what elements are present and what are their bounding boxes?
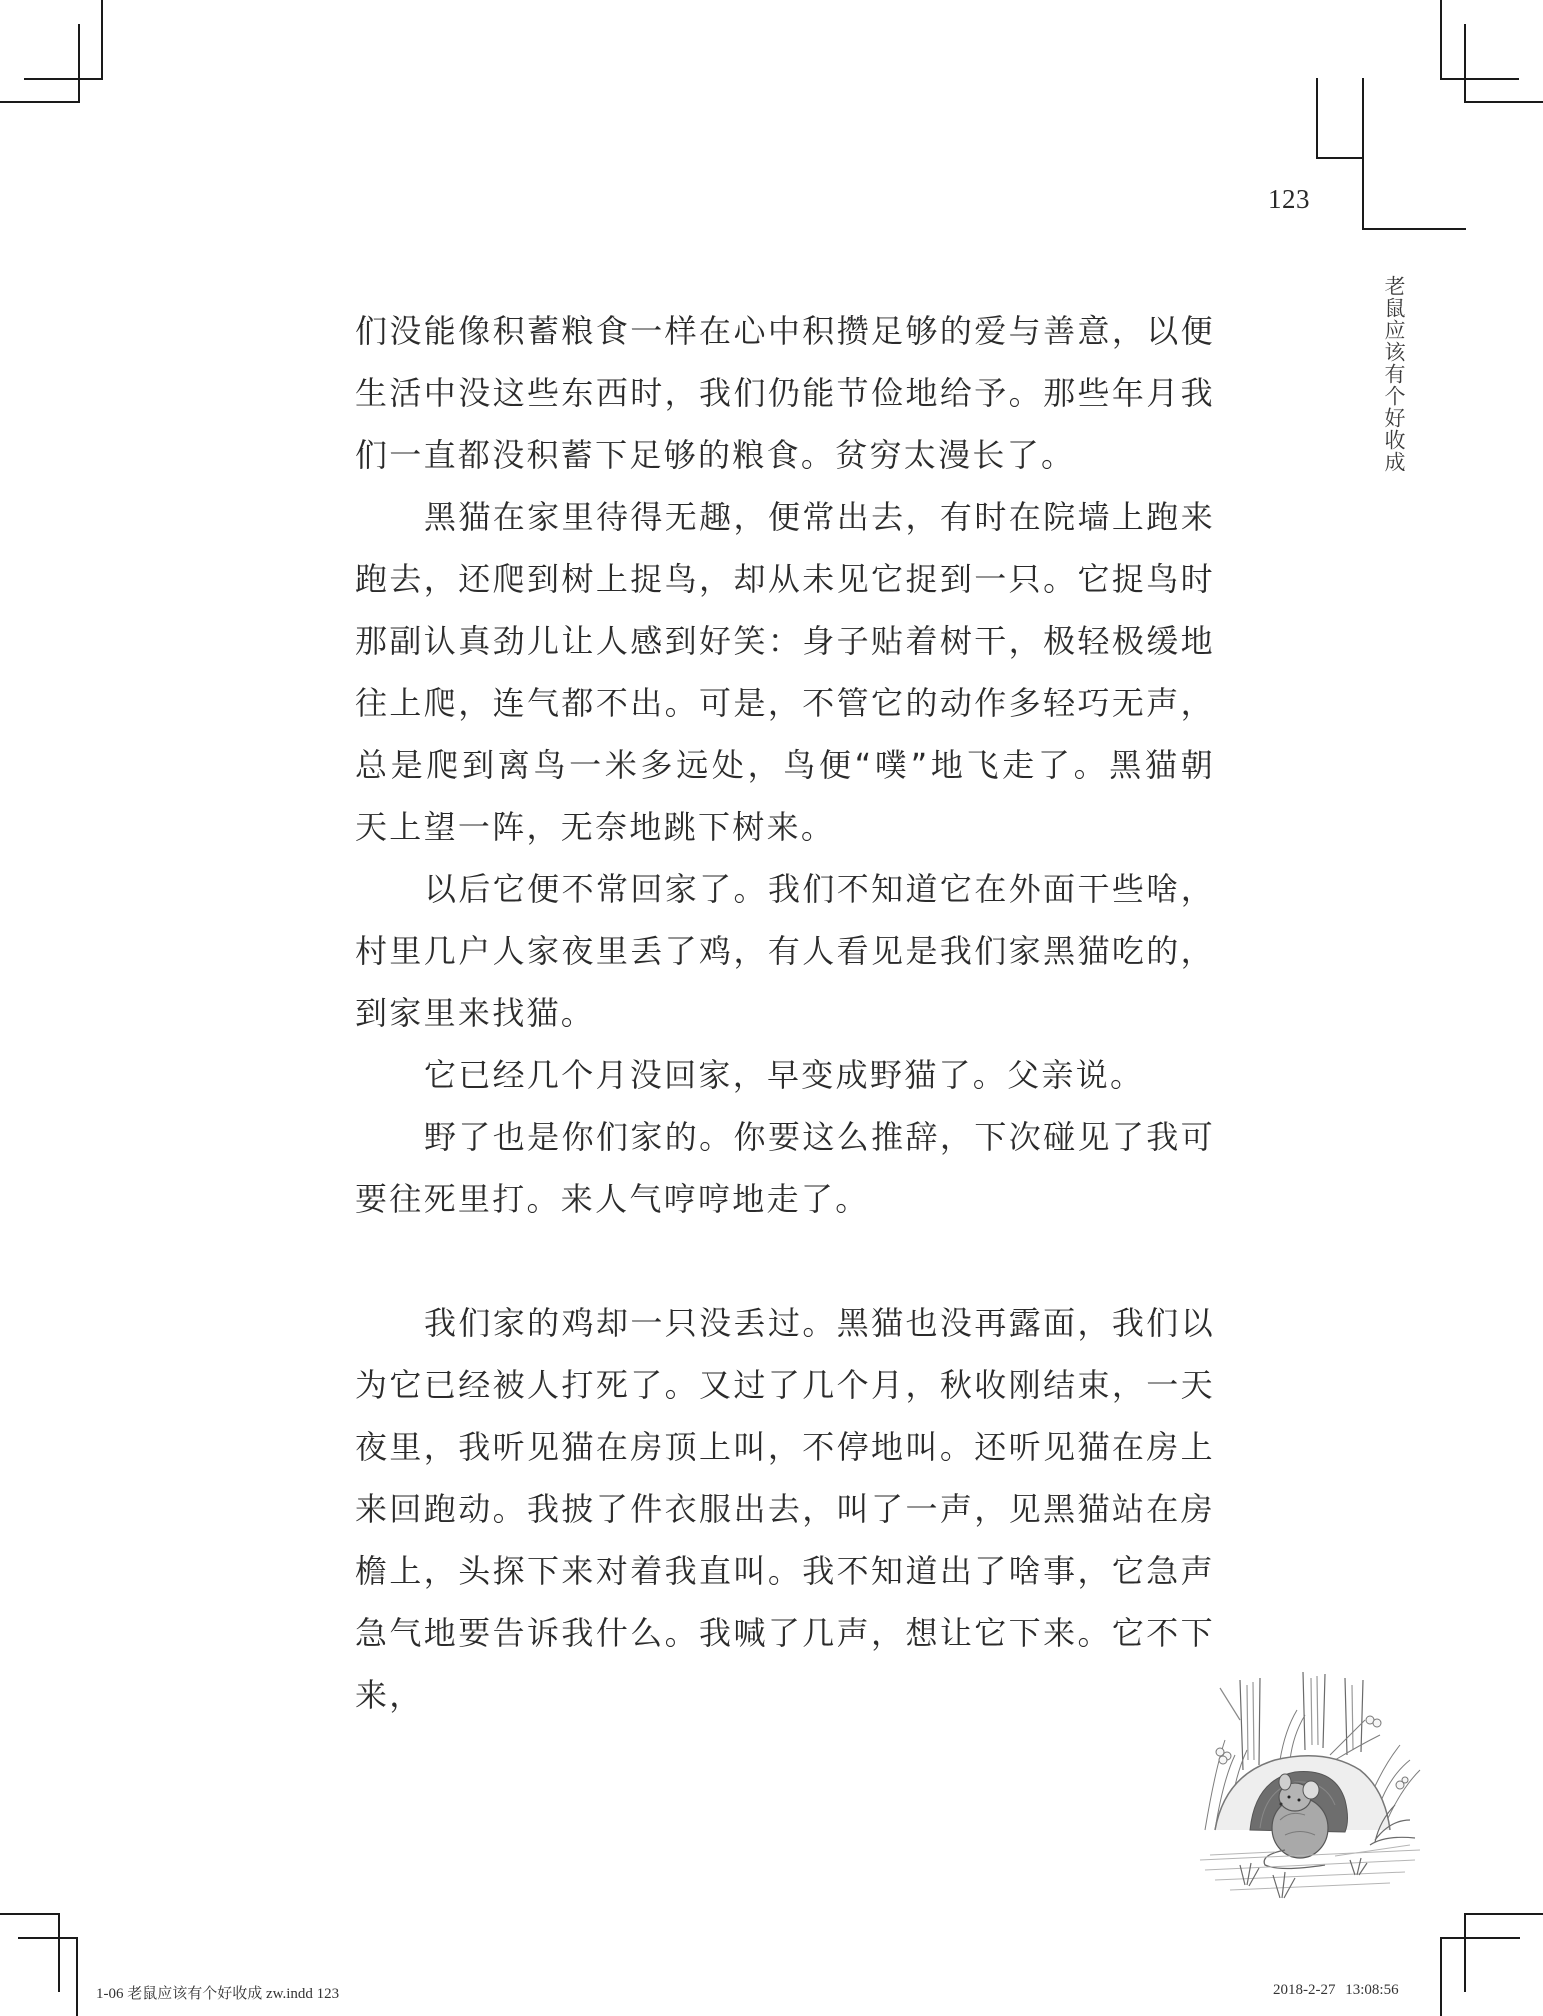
crop-line <box>1464 101 1543 103</box>
crop-line <box>58 1913 60 1992</box>
ornament-line <box>1362 78 1364 230</box>
crop-line <box>1440 0 1442 79</box>
paragraph: 以后它便不常回家了。我们不知道它在外面干些啥，村里几户人家夜里丢了鸡，有人看见是我们家黑猫吃的，到家里来找猫。 <box>355 870 1215 1032</box>
crop-line <box>18 1937 78 1939</box>
paragraph: 我们家的鸡却一只没丢过。黑猫也没再露面，我们以为它已经被人打死了。又过了几个月，秋收刚结束，一天夜里，我听见猫在房顶上叫，不停地叫。还听见猫在房上来回跑动。我披了件衣服出去，叫了一声，见黑猫站在房檐上，头探下来对着我直叫。我不知道出了啥事，它急声急气地要告诉我什么。我喊了几声，想让它下来。它不下来， <box>355 1304 1215 1714</box>
crop-line <box>78 24 80 103</box>
page-number: 123 <box>1268 184 1310 214</box>
crop-line <box>76 1937 78 2016</box>
ornament-line <box>1362 228 1466 230</box>
crop-line <box>101 0 103 79</box>
crop-line <box>1440 78 1519 80</box>
crop-line <box>24 78 103 80</box>
crop-line <box>1464 1913 1543 1915</box>
crop-line <box>1464 24 1466 103</box>
ornament-line <box>1316 157 1363 159</box>
illustration-sketch <box>1185 1660 1435 1910</box>
print-slug-filename: 1-06 老鼠应该有个好收成 zw.indd 123 <box>96 1986 340 2002</box>
print-slug-timestamp: 2018-2-27 13:08:56 <box>1273 1982 1399 1998</box>
mouse-burrow-illustration <box>1185 1660 1435 1910</box>
paragraph: 黑猫在家里待得无趣，便常出去，有时在院墙上跑来跑去，还爬到树上捉鸟，却从未见它捉到一只。它捉鸟时那副认真劲儿让人感到好笑：身子贴着树干，极轻极缓地往上爬，连气都不出。可是，不管它的动作多轻巧无声，总是爬到离鸟一米多远处，鸟便“噗”地飞走了。黑猫朝天上望一阵，无奈地跳下树来。 <box>355 498 1215 846</box>
crop-line <box>1464 1913 1466 1992</box>
crop-line <box>1440 1937 1520 1939</box>
ornament-line <box>1316 78 1318 158</box>
section-break <box>355 1230 1215 1292</box>
body-text <box>355 300 1215 1726</box>
crop-line <box>0 101 79 103</box>
paragraph: 们没能像积蓄粮食一样在心中积攒足够的爱与善意，以便生活中没这些东西时，我们仍能节俭地给予。那些年月我们一直都没积蓄下足够的粮食。贫穷太漫长了。 <box>355 312 1215 474</box>
paragraph: 野了也是你们家的。你要这么推辞，下次碰见了我可要往死里打。来人气哼哼地走了。 <box>355 1118 1215 1218</box>
running-title: 老鼠应该有个好收成 <box>1382 275 1406 473</box>
paragraph: 它已经几个月没回家，早变成野猫了。父亲说。 <box>424 1056 1145 1094</box>
crop-line <box>1440 1937 1442 2016</box>
crop-line <box>0 1913 60 1915</box>
